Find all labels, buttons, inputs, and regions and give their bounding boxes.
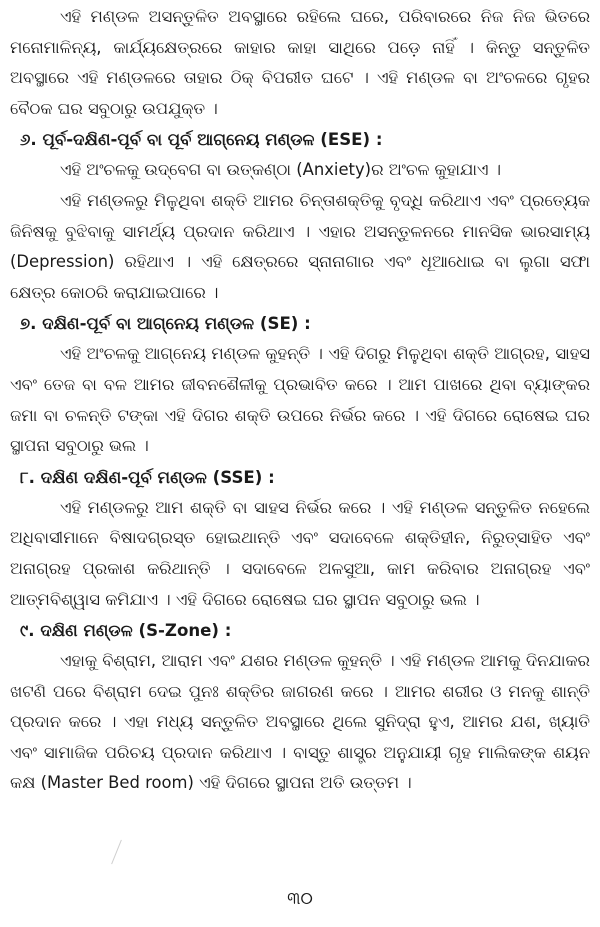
paragraph-s-zone: ଏହାକୁ ବିଶ୍ରାମ, ଆରାମ ଏବଂ ଯଶର ମଣ୍ଡଳ କୁହନ୍ତି । ଏହି ମଣ୍ଡଳ ଆମକୁ ଦିନଯାକର ଖଟଣି ପରେ ବିଶ୍ରାମ ଦେଇ ପୁନଃ ଶକ୍ତିର ଜାଗରଣ କରେ । ଆମର ଶରୀର ଓ ମନକୁ ଶାନ୍ତି ପ୍ରଦାନ କରେ । ଏହା ମଧ୍ୟ ସନ୍ତୁଳିତ ଅବସ୍ଥାରେ ଥିଲେ ସୁନିଦ୍ରା ହୁଏ, ଆମର ଯଶ, ଖ୍ୟାତି ଏବଂ ସାମାଜିକ ପରିଚୟ ପ୍ରଦାନ କରିଥାଏ । ବାସ୍ତୁ ଶାସ୍ତ୍ର ଅନୁଯାୟୀ ଗୃହ ମାଲିକଙ୍କ ଶୟନ କକ୍ଷ (Master Bed room) ଏହି ଦିଗରେ ସ୍ଥାପନା ଅତି ଉତ୍ତମ । [10,651,590,793]
paragraph-se: ଏହି ଅଂଚଳକୁ ଆଗ୍ନେୟ ମଣ୍ଡଳ କୁହନ୍ତି । ଏହି ଦିଗରୁ ମିଳୁଥିବା ଶକ୍ତି ଆଗ୍ରହ, ସାହସ ଏବଂ ତେଜ ବା ବଳ ଆମର ଜୀବନଶୈଳୀକୁ ପ୍ରଭାବିତ କରେ । ଆମ ପାଖରେ ଥିବା ବ୍ୟାଙ୍କର ଜମା ବା ଚଳନ୍ତି ଟଙ୍କା ଏହି ଦିଗର ଶକ୍ତି ଉପରେ ନିର୍ଭର କରେ । ଏହି ଦିଗରେ ରୋଷେଇ ଘର ସ୍ଥାପନା ସବୁଠାରୁ ଭଲ । [10,344,590,456]
paragraph-ese-2: ଏହି ମଣ୍ଡଳରୁ ମିଳୁଥିବା ଶକ୍ତି ଆମର ଚିନ୍ତାଶକ୍ତିକୁ ବୃଦ୍ଧି କରିଥାଏ ଏବଂ ପ୍ରତ୍ୟେକ ଜିନିଷକୁ ବୁଝିବାକୁ ସାମର୍ଥ୍ୟ ପ୍ରଦାନ କରିଥାଏ । ଏହାର ଅସନ୍ତୁଳନରେ ମାନସିକ ଭାରସାମ୍ୟ (Depression) ରହିଥାଏ । ଏହି କ୍ଷେତ୍ରରେ ସ୍ନାନାଗାର ଏବଂ ଧୂଆଧୋଇ ବା ଲୁଗା ସଫା କ୍ଷେତ୍ର କୋଠରି କରାଯାଇପାରେ । [10,190,590,302]
pencil-mark [111,840,122,864]
paragraph-sse: ଏହି ମଣ୍ଡଳରୁ ଆମ ଶକ୍ତି ବା ସାହସ ନିର୍ଭର କରେ । ଏହି ମଣ୍ଡଳ ସନ୍ତୁଳିତ ନହେଲେ ଅଧିବାସୀମାନେ ବିଷାଦଗ୍ରସ୍ତ ହୋଇଥାନ୍ତି ଏବଂ ସଦାବେଳେ ଶକ୍ତିହୀନ, ନିରୁତ୍ସାହିତ ଏବଂ ଅନାଗ୍ରହ ପ୍ରକାଶ କରିଥାନ୍ତି । ସଦାବେଳେ ଅଳସୁଆ, କାମ କରିବାର ଅନାଗ୍ରହ ଏବଂ ଆତ୍ମବିଶ୍ୱାସ କମିଯାଏ । ଏହି ଦିଗରେ ରୋଷେଇ ଘର ସ୍ଥାପନ ସବୁଠାରୁ ଭଲ । [10,497,590,609]
heading-se: ୭. ଦକ୍ଷିଣ-ପୂର୍ବ ବା ଆଗ୍ନେୟ ମଣ୍ଡଳ (SE) : [20,314,311,334]
heading-s-zone: ୯. ଦକ୍ଷିଣ ମଣ୍ଡଳ (S-Zone) : [20,621,232,641]
paragraph-intro: ଏହି ମଣ୍ଡଳ ଅସନ୍ତୁଳିତ ଅବସ୍ଥାରେ ରହିଲେ ଘରେ, ପରିବାରରେ ନିଜ ନିଜ ଭିତରେ ମନୋମାଳିନ୍ୟ, କାର୍ଯ୍ୟକ୍ଷେତ୍ରରେ କାହାର କାହା ସାଥିରେ ପଡ଼େ ନାହିଁ । କିନ୍ତୁ ସନ୍ତୁଳିତ ଅବସ୍ଥାରେ ଏହି ମଣ୍ଡଳରେ ତାହାର ଠିକ୍ ବିପରୀତ ଘଟେ । ଏହି ମଣ୍ଡଳ ବା ଅଂଚଳରେ ଗୃହର ବୈଠକ ଘର ସବୁଠାରୁ ଉପଯୁକ୍ତ । [10,7,590,118]
page-number: ୩୦ [287,889,313,909]
page-content [10,2,590,799]
heading-ese: ୬. ପୂର୍ବ-ଦକ୍ଷିଣ-ପୂର୍ବ ବା ପୂର୍ବ ଆଗ୍ନେୟ ମଣ୍ଡଳ (ESE) : [20,130,383,150]
heading-sse: ୮. ଦକ୍ଷିଣ ଦକ୍ଷିଣ-ପୂର୍ବ ମଣ୍ଡଳ (SSE) : [20,467,275,487]
paragraph-ese-1: ଏହି ଅଂଚଳକୁ ଉଦ୍‌ବେଗ ବା ଉତ୍କଣ୍ଠା (Anxiety)ର ଅଂଚଳ କୁହାଯାଏ । [60,160,502,180]
